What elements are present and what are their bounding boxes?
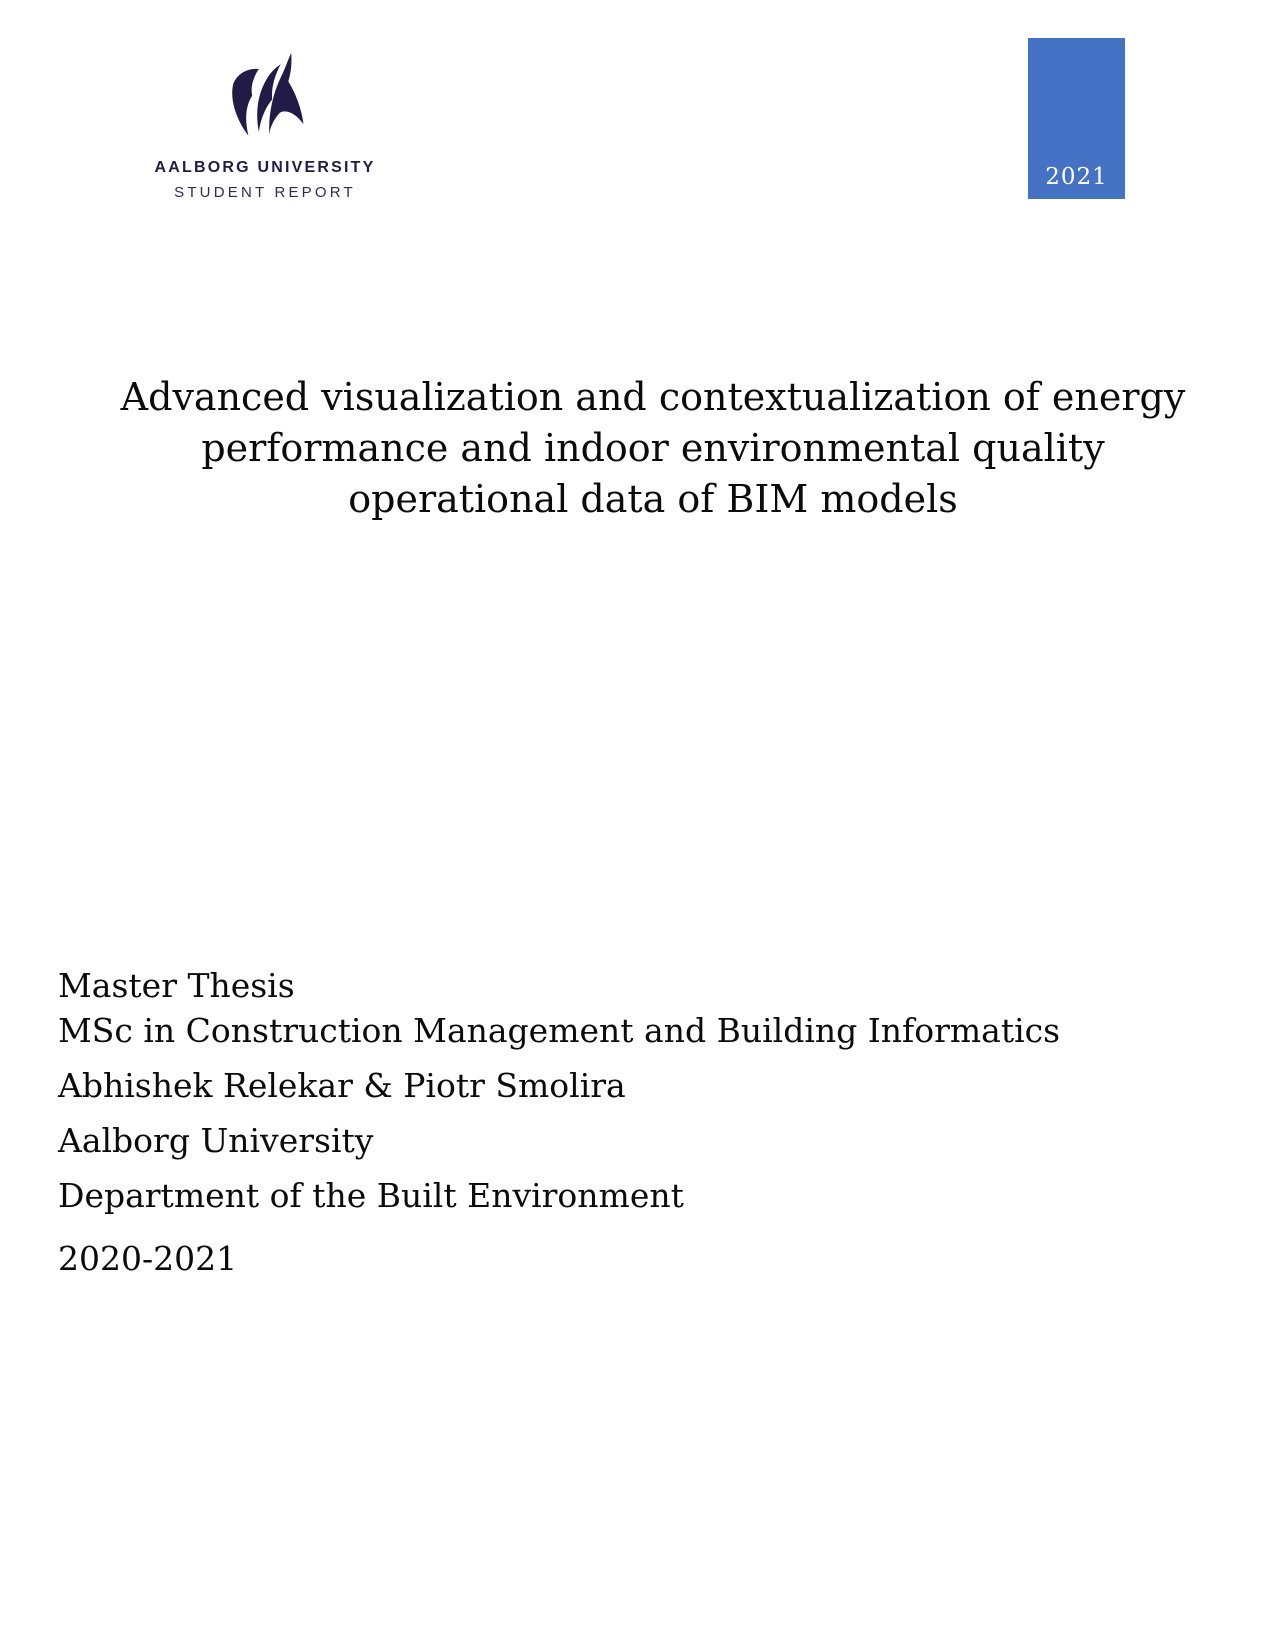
year-badge-text: 2021 (1045, 164, 1108, 190)
thesis-title (100, 372, 1206, 525)
title-line-3: operational data of BIM models (348, 477, 958, 521)
logo-institution-text: AALBORG UNIVERSITY (154, 159, 376, 176)
thesis-details-block (58, 963, 1060, 1281)
logo-report-type-text: STUDENT REPORT (174, 184, 356, 201)
period-text: 2020-2021 (58, 1239, 238, 1278)
title-line-1: Advanced visualization and contextualization of energy (120, 375, 1186, 419)
thesis-type-text: Master Thesis (58, 966, 295, 1005)
title-line-2: performance and indoor environmental quality (201, 426, 1105, 470)
program-text: MSc in Construction Management and Building Informatics (58, 1011, 1061, 1050)
aalborg-university-logo-icon (218, 50, 313, 145)
department-text: Department of the Built Environment (58, 1176, 684, 1215)
university-logo-block (140, 40, 390, 201)
year-badge (1028, 38, 1125, 199)
authors-text: Abhishek Relekar & Piotr Smolira (58, 1066, 626, 1105)
university-text: Aalborg University (58, 1121, 374, 1160)
